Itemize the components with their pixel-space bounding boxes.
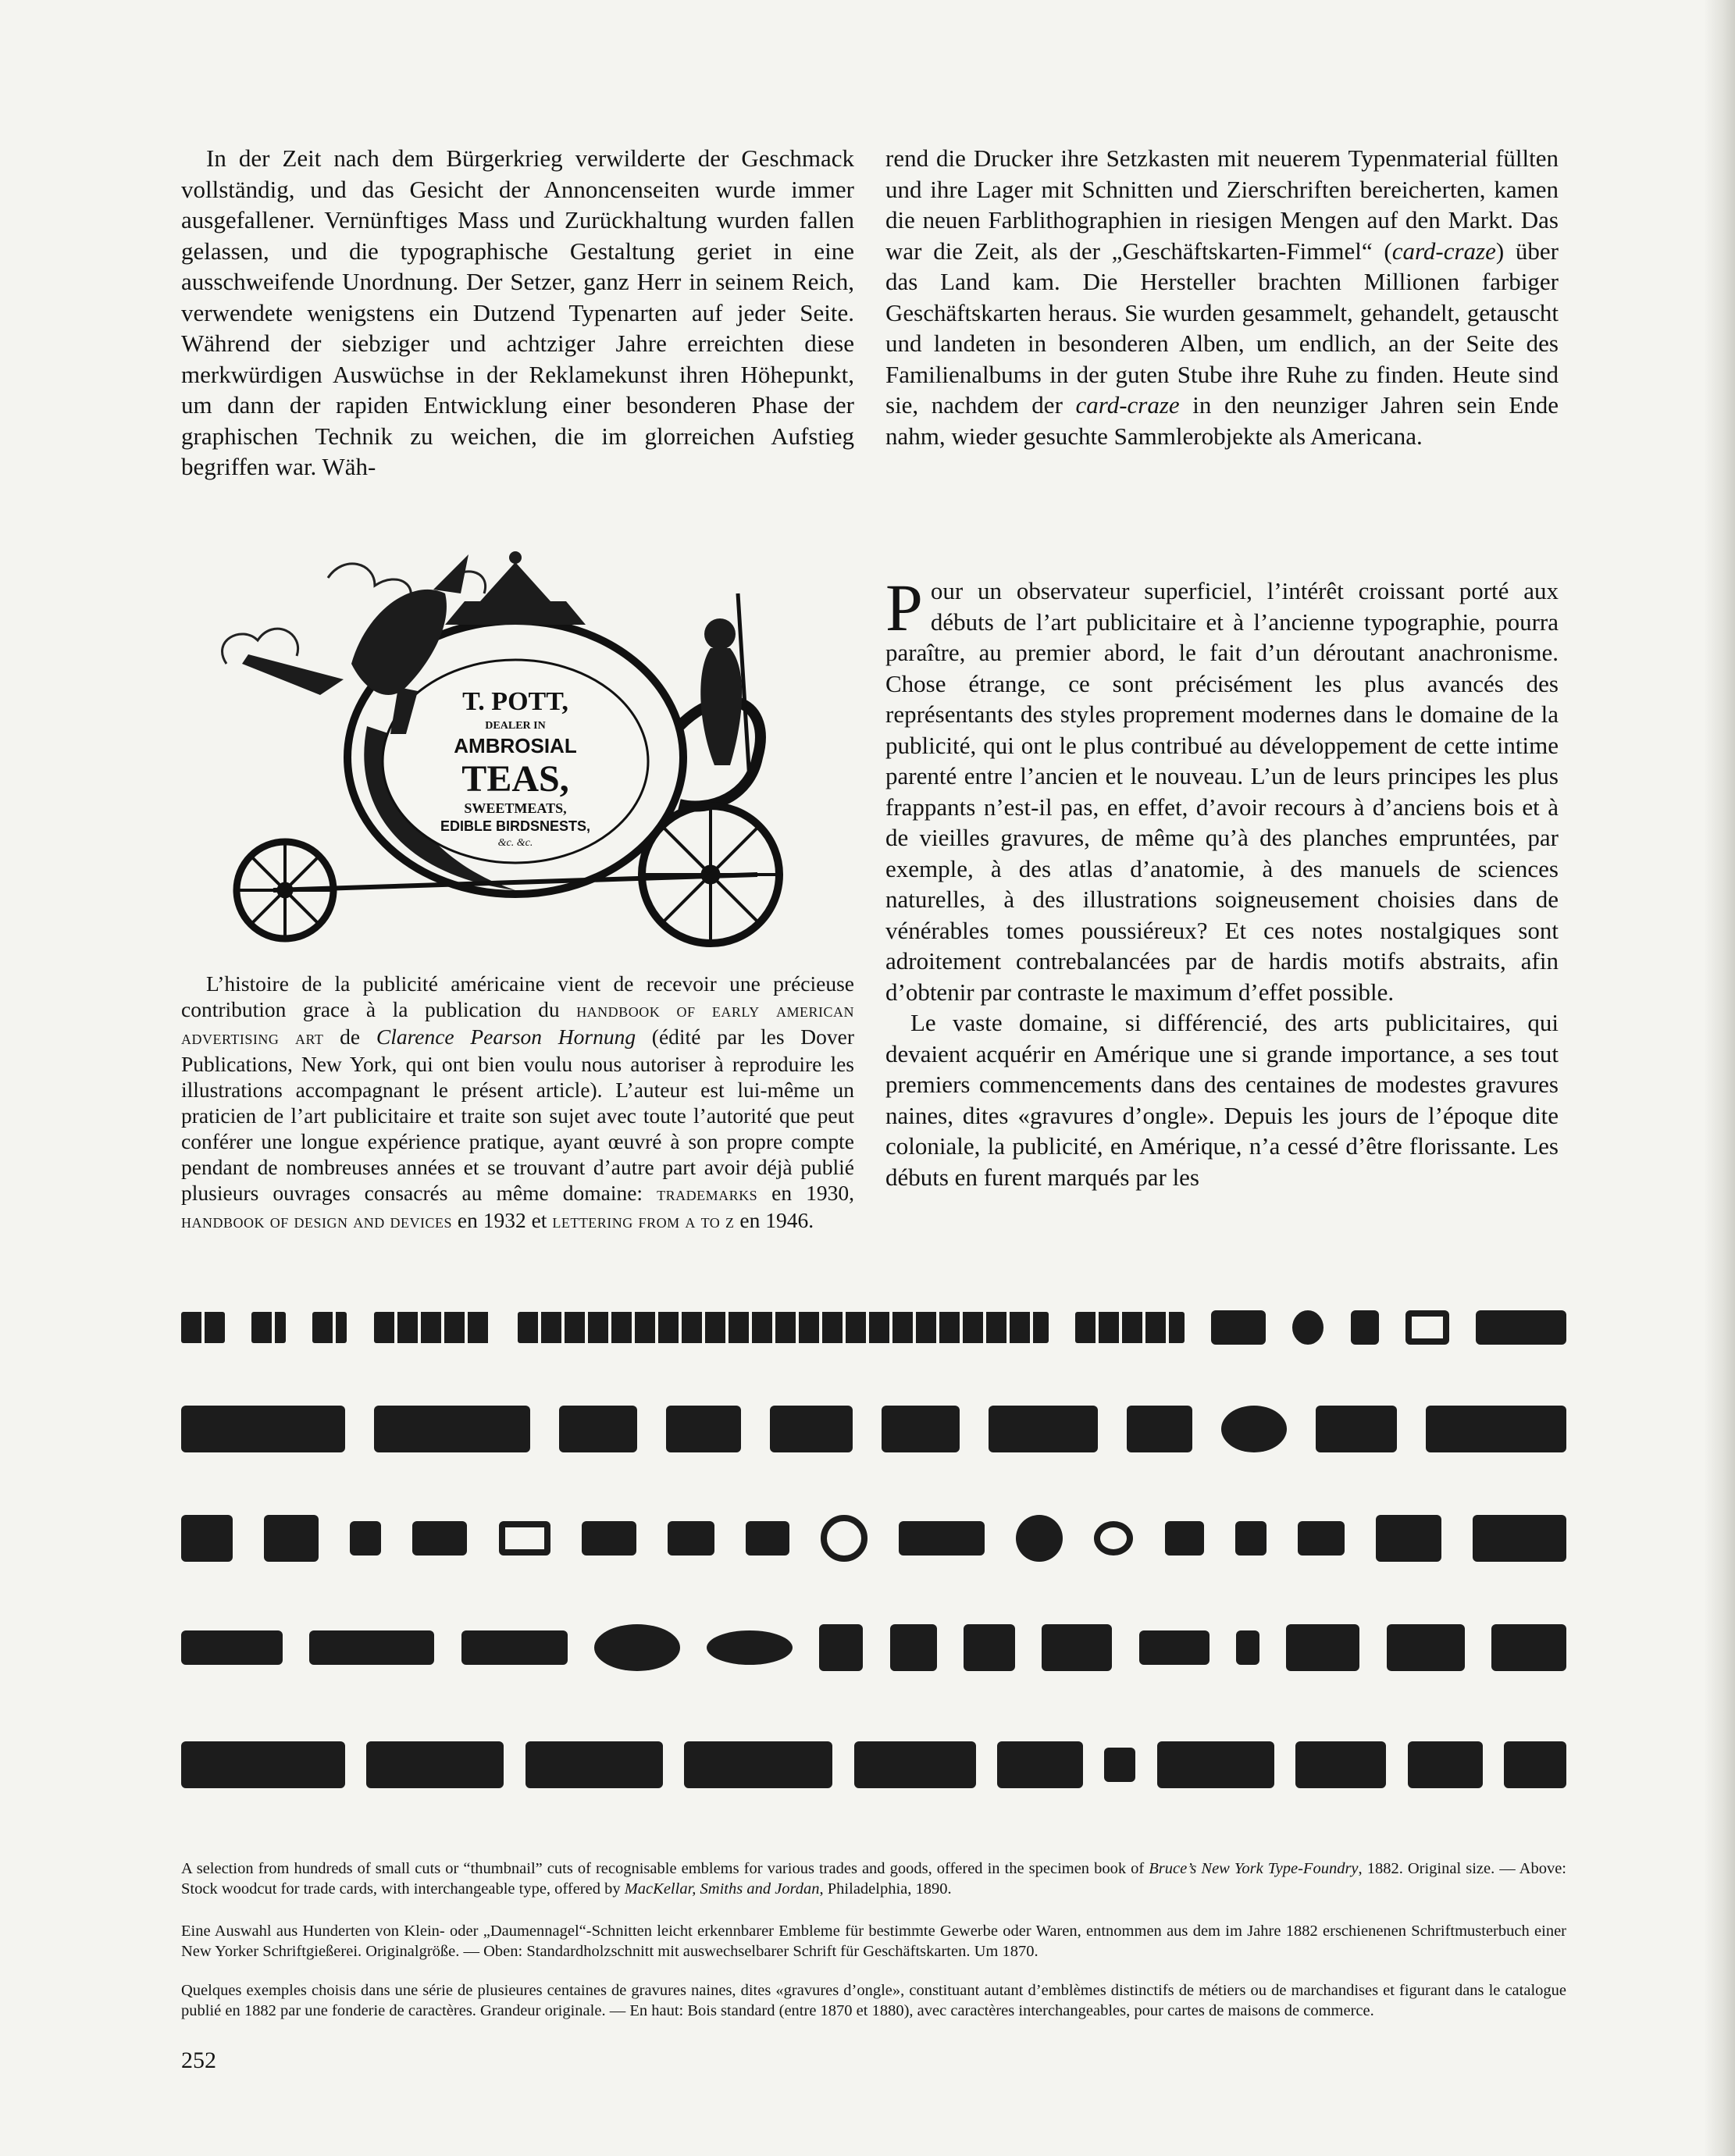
- french-book-note: [181, 971, 854, 1235]
- jug-icon: [964, 1624, 1015, 1671]
- card-craze-term: card-craze: [1391, 237, 1496, 265]
- coach-team-icon: [684, 1741, 832, 1788]
- cap-icon: [1295, 1741, 1386, 1788]
- tobacco-box-icon: [1504, 1741, 1566, 1788]
- german-text-segment: ) über das Land kam. Die Hersteller brachten Millionen farbiger Geschäftskarten heraus. Sie wurden gesammelt, gehandelt, getauscht und landeten in besonderen Alben, um endlich, an der Seite des Familienalbums in der guten Stube ihre Ruhe zu finden. Heute sind sie, nachdem der: [885, 237, 1559, 419]
- umbrella-icon: [181, 1515, 233, 1562]
- pistol-icon: [461, 1630, 568, 1665]
- emblem-row-2: [181, 1390, 1566, 1468]
- crossed-quills-icon: [412, 1521, 467, 1556]
- eye-icon: [707, 1630, 793, 1665]
- emblem-row-1: [181, 1288, 1566, 1367]
- passenger-car-icon: [374, 1312, 491, 1343]
- cannon-wagon-icon: [1426, 1406, 1566, 1452]
- horse-icon: [1211, 1310, 1266, 1345]
- caption-segment: , 1882. Original size. — Above: Stock woodcut for trade cards, with interchangeable type, offered by: [181, 1860, 1566, 1898]
- trade-card-name: T. POTT,: [462, 687, 568, 716]
- book-title: handbook of design and devices: [181, 1211, 453, 1232]
- railcar-icon: [312, 1312, 347, 1343]
- building-icon: [1351, 1310, 1379, 1345]
- sun-face-icon: [1016, 1515, 1063, 1562]
- freight-train-icon: [1075, 1312, 1185, 1343]
- publisher-name: MacKellar, Smiths and Jordan: [624, 1880, 820, 1898]
- gloves-icon: [668, 1521, 714, 1556]
- walking-man-icon: [1104, 1748, 1135, 1782]
- pointing-hand-icon: [181, 1630, 283, 1665]
- note-segment: (édité par les Dover Publications, New York, qui ont bien voulu nous autoriser à reproduire les illustrations accompagnant le présent article). L’auteur est lui-même un praticien de l’art publicitaire et traite son sujet avec toute l’autorité que peut conférer une longue expérience pratique, ayant œuvré à son propre compte pendant de nombreuses années et se trouvant d’autre part avoir déjà publié plusieurs ouvrages consacrés au même domaine:: [181, 1025, 854, 1205]
- trade-card-teas: TEAS,: [461, 758, 569, 800]
- tumbler-icon: [819, 1624, 863, 1671]
- shoe-icon: [899, 1521, 985, 1556]
- trunk-icon: [1473, 1515, 1566, 1562]
- note-segment: en 1946.: [734, 1208, 814, 1232]
- locomotive-icon: [559, 1406, 637, 1452]
- locomotive-icon: [181, 1312, 225, 1343]
- train-icon: [518, 1312, 1049, 1343]
- tree-icon: [1292, 1310, 1324, 1345]
- foundry-name: Bruce’s New York Type-Foundry: [1149, 1860, 1359, 1877]
- steamboat-icon: [1476, 1310, 1566, 1345]
- caption-segment: , Philadelphia, 1890.: [819, 1880, 952, 1898]
- french-paragraph-1: [885, 570, 1559, 1007]
- trade-card-dealer: DEALER IN: [485, 720, 546, 732]
- chair-icon: [1235, 1521, 1267, 1556]
- covered-wagon-icon: [181, 1741, 345, 1788]
- clipper-ship-icon: [997, 1741, 1083, 1788]
- anvil-icon: [1316, 1406, 1397, 1452]
- barrel-icon: [1221, 1406, 1287, 1452]
- stagecoach-icon: [770, 1406, 853, 1452]
- book-title: lettering from a to z: [552, 1211, 735, 1232]
- german-text-left-column: In der Zeit nach dem Bürgerkrieg verwilderte der Geschmack vollständig, und das Gesicht der Annoncenseiten wurde immer ausgefallener. Vernünftiges Mass und Zurückhaltung wurden fallen gelassen, und die typographische Gestaltung geriet in eine ausschweifende Unordnung. Der Setzer, ganz Herr in seinem Reich, verwendete wenigstens ein Dutzend Typenarten auf jeder Seite. Während der siebziger und achtziger Jahre erreichten diese merkwürdigen Auswüchse in der Reklamekunst ihren Höhepunkt, um dann der rapiden Entwicklung einer besonderen Phase der graphischen Technik zu weichen, die im glorreichen Aufstieg begriffen war. Wäh-: [181, 144, 854, 480]
- handshake-icon: [309, 1630, 434, 1665]
- bell-icon: [890, 1624, 937, 1671]
- wine-glass-icon: [350, 1521, 381, 1556]
- house-icon: [1491, 1624, 1566, 1671]
- trade-card-etc: &c. &c.: [497, 837, 533, 849]
- french-paragraph-2: Le vaste domaine, si différencié, des arts publicitaires, qui devaient acquérir en Amérique une si grande importance, a ses tout premiers commencements dans des centaines de modestes gravures naines, dites «gravures d’ongle». Depuis les jours de l’époque dite coloniale, la publicité, en Amérique, n’a cessé d’être florissante. Les débuts en furent marqués par les: [885, 1009, 1559, 1191]
- moon-stars-icon: [1094, 1521, 1133, 1556]
- plough-team-icon: [374, 1406, 530, 1452]
- note-segment: de: [323, 1025, 376, 1049]
- german-text-right-column: [885, 143, 1559, 451]
- note-segment: L’histoire de la publicité américaine vient de recevoir une précieuse contribution grace à la publication du: [181, 971, 854, 1021]
- author-name: Clarence Pearson Hornung: [376, 1025, 636, 1049]
- compass-square-icon: [499, 1521, 550, 1556]
- turkey-icon: [1042, 1624, 1112, 1671]
- railcar-icon: [251, 1312, 286, 1343]
- german-text-segment: rend die Drucker ihre Setzkasten mit neuerem Typenmaterial füllten und ihre Lager mit Schnitten und Zierschriften bereicherten, kamen die neuen Farblithographien in riesigen Mengen auf den Markt. Das war die Zeit, als der „Geschäftskarten-Fimmel“ (: [885, 144, 1559, 265]
- dog-icon: [1139, 1630, 1210, 1665]
- emblem-row-3: [181, 1499, 1566, 1577]
- coal-wagon-icon: [666, 1406, 741, 1452]
- trade-card-birdsnests: EDIBLE BIRDSNESTS,: [440, 818, 591, 834]
- emblem-row-5: [181, 1726, 1566, 1804]
- drop-cap: P: [885, 570, 923, 645]
- crossed-hammers-icon: [582, 1521, 636, 1556]
- arm-hammer-icon: [1165, 1521, 1204, 1556]
- caption-segment: A selection from hundreds of small cuts or “thumbnail” cuts of recognisable emblems for various trades and goods, offered in the specimen book of: [181, 1860, 1149, 1877]
- trade-card-sweetmeats: SWEETMEATS,: [464, 800, 567, 816]
- rowboat-icon: [366, 1741, 504, 1788]
- sailing-ship-icon: [1387, 1624, 1465, 1671]
- pump-icon: [1298, 1521, 1345, 1556]
- french-paragraph-1-text: our un observateur superficiel, l’intérêt croissant porté aux débuts de l’art publicitaire et à l’ancienne typographie, pourra paraître, au premier abord, le fait d’un déroutant anachronisme. Chose étrange, ce sont précisément les plus avancés des représentants des styles proprement modernes dans le domaine de la publicité, qui ont le plus contribué au développement de cette intime parenté entre l’ancien et le nouveau. L’un de leurs principes les plus frappants n’est-il pas, en effet, d’avoir recours à d’anciens bois et à de vieilles gravures, de même qu’à des planches empruntées, par exemple, à des atlas d’anatomie, à des manuels de sciences naturelles, à des illustrations soigneusement choisies dans de vénérables tomes poussiéreux? Et ces notes nostalgiques sont adroitement contrebalancées par de hardis motifs abstraits, afin d’obtenir par contraste le maximum d’effet possible.: [885, 577, 1559, 1006]
- caption-french: Quelques exemples choisis dans une série de plusieures centaines de gravures naines, dites «gravures d’ongle», constituant autant d’emblèmes distinctifs de métiers ou de marchandises et figurant dans le catalogue publié en 1882 par une fonderie de caractères. Grandeur originale. — En haut: Bois standard (entre 1870 et 1880), avec caractères interchangeables, pour cartes de maisons de commerce.: [181, 1982, 1566, 2019]
- book-title: handbook of early american advertising art: [181, 1000, 854, 1049]
- statue-icon: [1236, 1630, 1259, 1665]
- mortar-pestle-icon: [746, 1521, 789, 1556]
- note-segment: en 1930,: [757, 1181, 854, 1205]
- horse-carriage-icon: [181, 1406, 345, 1452]
- hat-icon: [264, 1515, 319, 1562]
- emblem-row-4: [181, 1609, 1566, 1687]
- scales-icon: [1405, 1310, 1449, 1345]
- carriage-icon: [854, 1741, 976, 1788]
- horse-groom-icon: [1157, 1741, 1274, 1788]
- trade-card-ambrosial: AMBROSIAL: [454, 734, 577, 757]
- page-number: 252: [181, 2047, 216, 2073]
- book-title: trademarks: [657, 1184, 758, 1205]
- caption-german: Eine Auswahl aus Hunderten von Klein- oder „Daumennagel“-Schnitten leicht erkennbarer Embleme für bestimmte Gewerbe oder Waren, entnommen aus dem im Jahre 1882 erschienenen Schriftmusterbuch einer New Yorker Schriftgießerei. Originalgröße. — Oben: Standardholzschnitt mit auswechselbarer Schrift für Geschäftskarten. Um 1870.: [181, 1923, 1566, 1960]
- turtle-icon: [594, 1624, 680, 1671]
- note-segment: en 1932 et: [452, 1208, 553, 1232]
- german-text-segment: in den neunziger Jahren sein Ende nahm, wieder gesuchte Sammlerobjekte als Americana.: [885, 391, 1559, 450]
- horseshoe-icon: [821, 1515, 868, 1562]
- french-text-column: [885, 570, 1559, 1192]
- eagle-icon: [989, 1406, 1098, 1452]
- thumbnail-emblem-grid: [181, 1288, 1566, 1851]
- sleigh-icon: [882, 1406, 960, 1452]
- teapot-trade-card-woodcut: [211, 547, 820, 953]
- top-hat-icon: [1408, 1741, 1483, 1788]
- card-craze-term: card-craze: [1075, 391, 1180, 419]
- rearing-horse-icon: [1286, 1624, 1359, 1671]
- steamship-icon: [525, 1741, 663, 1788]
- caption-english: [181, 1858, 1566, 1899]
- covered-box-icon: [1127, 1406, 1192, 1452]
- page-edge-shadow: [1704, 0, 1735, 2156]
- saddle-icon: [1376, 1515, 1441, 1562]
